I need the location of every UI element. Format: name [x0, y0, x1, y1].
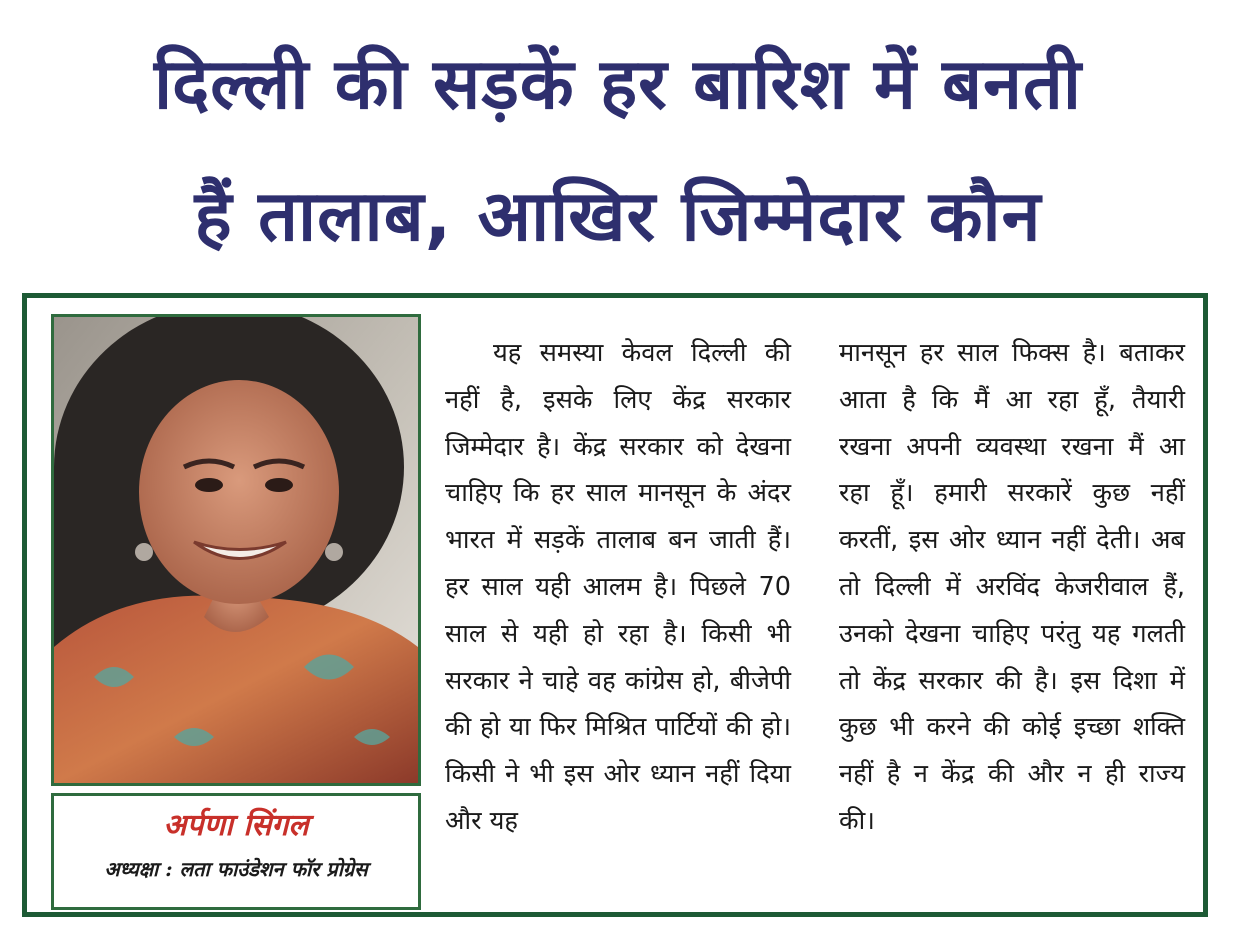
author-name: अर्पणा सिंगल: [163, 808, 309, 843]
headline: [20, 18, 1216, 282]
article-column-1: यह समस्या केवल दिल्ली की नहीं है, इसके लिए केंद्र सरकार जिम्मेदार है। केंद्र सरकार को देखना चाहिए कि हर साल मानसून के अंदर भारत में सड़कें तालाब बन जाती हैं। हर साल यही आलम है। पिछले 70 साल से यही हो रहा है। किसी भी सरकार ने चाहे वह कांग्रेस हो, बीजेपी की हो या फिर मिश्रित पार्टियों की हो। किसी ने भी इस ओर ध्यान नहीं दिया और यह: [445, 338, 791, 836]
portrait-photo: [51, 314, 421, 786]
article-column-2: मानसून हर साल फिक्स है। बताकर आता है कि मैं आ रहा हूँ, तैयारी रखना अपनी व्यवस्था रखना मैं आ रहा हूँ। हमारी सरकारें कुछ नहीं करतीं, इस ओर ध्यान नहीं देती। अब तो दिल्ली में अरविंद केजरीवाल हैं, उनको देखना चाहिए परंतु यह गलती तो केंद्र सरकार की है। इस दिशा में कुछ भी करने की कोई इच्छा शक्ति नहीं है न केंद्र की और न ही राज्य की।: [839, 338, 1185, 836]
headline-line-1: दिल्ली की सड़कें हर बारिश में बनती: [153, 43, 1083, 125]
article-frame: [22, 293, 1208, 917]
headline-line-2: हैं तालाब, आखिर जिम्मेदार कौन: [194, 175, 1042, 257]
photo-caption: [51, 793, 421, 910]
author-role: अध्यक्षा : लता फाउंडेशन फॉर प्रोग्रेस: [104, 857, 368, 881]
